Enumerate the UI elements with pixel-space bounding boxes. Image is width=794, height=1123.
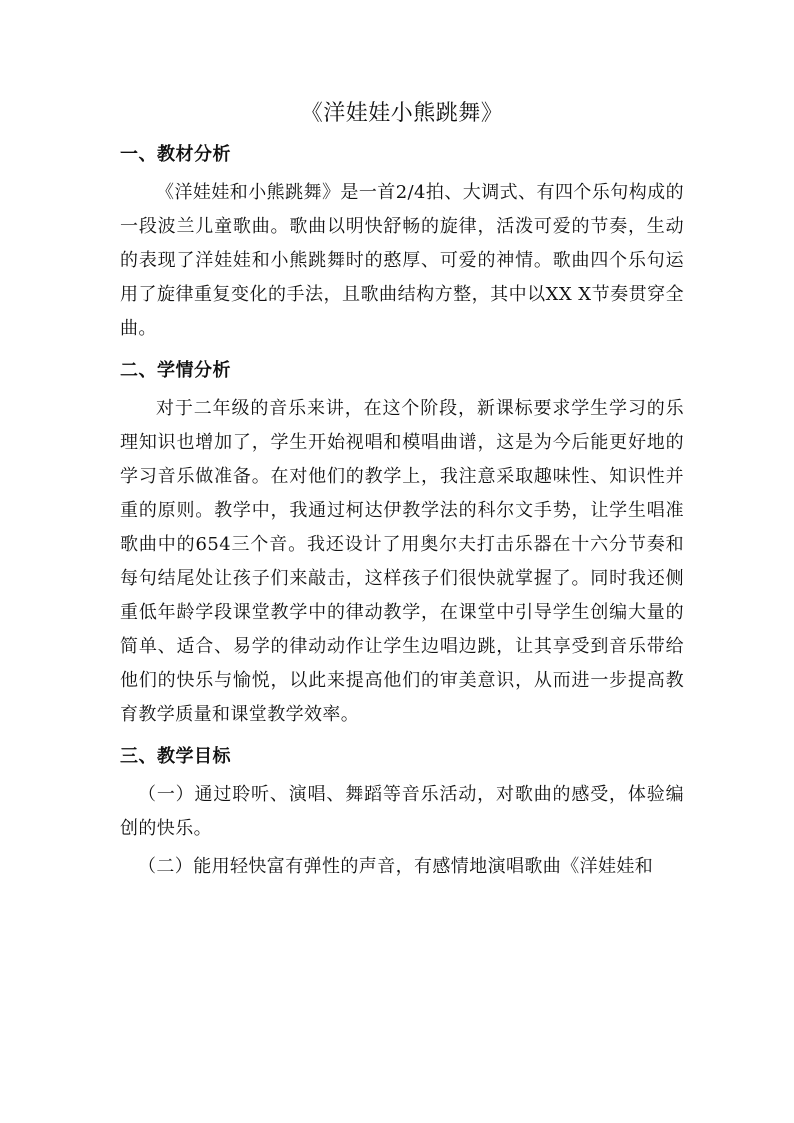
section-textbook-analysis [120,138,684,346]
goal-item: （一）通过聆听、演唱、舞蹈等音乐活动，对歌曲的感受，体验编创的快乐。 [120,784,684,839]
section-heading: 一、教材分析 [120,144,231,165]
section-teaching-goals [120,740,684,884]
document-title: 《洋娃娃小熊跳舞》 [300,101,504,126]
section-heading: 三、教学目标 [120,746,231,767]
paragraph: 对于二年级的音乐来讲，在这个阶段，新课标要求学生学习的乐理知识也增加了，学生开始视唱和模唱曲谱，这是为今后能更好地的学习音乐做准备。在对他们的教学上，我注意采取趣味性、知识性并重的原则。教学中，我通过柯达伊教学法的科尔文手势，让学生唱准歌曲中的654三个音。我还设计了用奥尔夫打击乐器在十六分节奏和每句结尾处让孩子们来敲击，这样孩子们很快就掌握了。同时我还侧重低年龄学段课堂教学中的律动教学，在课堂中引导学生创编大量的简单、适合、易学的律动动作让学生边唱边跳，让其享受到音乐带给他们的快乐与愉悦，以此来提高他们的审美意识，从而进一步提高教育教学质量和课堂教学效率。 [120,398,684,725]
goal-item: （二）能用轻快富有弹性的声音，有感情地演唱歌曲《洋娃娃和 [138,856,654,877]
paragraph: 《洋娃娃和小熊跳舞》是一首2/4拍、大调式、有四个乐句构成的一段波兰儿童歌曲。歌曲以明快舒畅的旋律，活泼可爱的节奏，生动的表现了洋娃娃和小熊跳舞时的憨厚、可爱的神情。歌曲四个乐句运用了旋律重复变化的手法，且歌曲结构方整，其中以XX X节奏贯穿全曲。 [120,182,684,339]
section-heading: 二、学情分析 [120,360,231,381]
section-learner-analysis [120,354,684,732]
